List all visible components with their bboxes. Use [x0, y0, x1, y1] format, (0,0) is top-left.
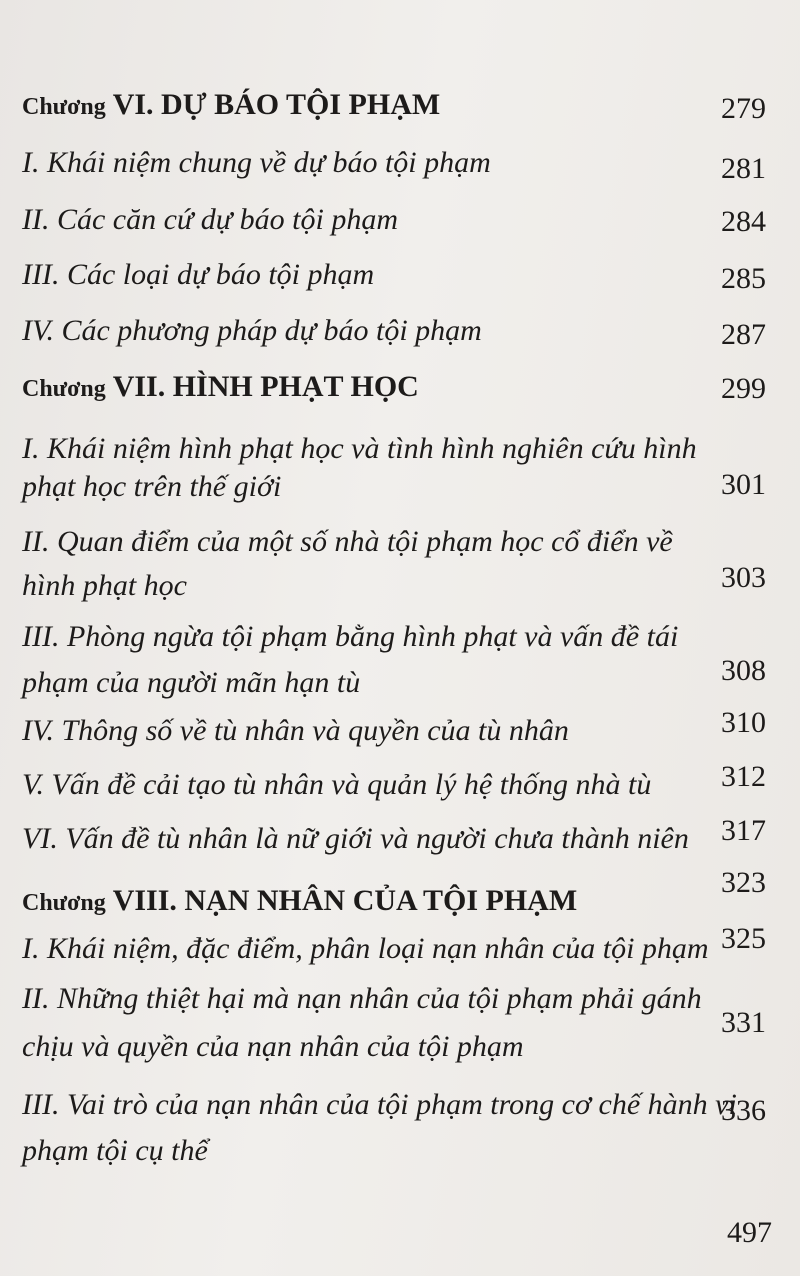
- chapter-title: VI. DỰ BÁO TỘI PHẠM: [112, 88, 441, 121]
- entry-page: 325: [721, 922, 766, 955]
- entry-label-line1: III. Phòng ngừa tội phạm bằng hình phạt và vấn đề tái: [22, 620, 679, 653]
- entry-label: III. Các loại dự báo tội phạm: [22, 258, 375, 291]
- chapter-prefix: Chương: [22, 890, 106, 916]
- entry-label: IV. Các phương pháp dự báo tội phạm: [22, 314, 482, 347]
- entry-page: 284: [721, 205, 766, 238]
- chapter-title: VII. HÌNH PHẠT HỌC: [112, 370, 419, 403]
- entry-page: 281: [721, 152, 766, 185]
- entry-page: 287: [721, 318, 766, 351]
- chapter-page: 299: [721, 372, 766, 405]
- entry-label-line2: phạm của người mãn hạn tù: [22, 666, 361, 699]
- entry-label: IV. Thông số về tù nhân và quyền của tù nhân: [22, 714, 569, 747]
- entry-label-line2: phạt học trên thế giới: [22, 470, 282, 503]
- entry-page: 285: [721, 262, 766, 295]
- entry-label-line2: chịu và quyền của nạn nhân của tội phạm: [22, 1030, 524, 1063]
- entry-label: I. Khái niệm chung về dự báo tội phạm: [22, 146, 491, 179]
- entry-label-line1: II. Những thiệt hại mà nạn nhân của tội phạm phải gánh: [22, 982, 702, 1015]
- entry-label-line1: I. Khái niệm hình phạt học và tình hình nghiên cứu hình: [22, 432, 697, 465]
- chapter-prefix: Chương: [22, 376, 106, 402]
- entry-page: 312: [721, 760, 766, 793]
- entry-label-line1: II. Quan điểm của một số nhà tội phạm học cổ điển về: [22, 525, 673, 558]
- entry-label: I. Khái niệm, đặc điểm, phân loại nạn nhân của tội phạm: [22, 932, 709, 965]
- entry-page: 301: [721, 468, 766, 501]
- entry-label: V. Vấn đề cải tạo tù nhân và quản lý hệ thống nhà tù: [22, 768, 652, 801]
- entry-page: 310: [721, 706, 766, 739]
- page-number: 497: [727, 1216, 772, 1249]
- entry-page: 331: [721, 1006, 766, 1039]
- entry-label-line2: hình phạt học: [22, 569, 187, 602]
- entry-page: 336: [721, 1094, 766, 1127]
- entry-label-line2: phạm tội cụ thể: [22, 1134, 208, 1167]
- chapter-prefix: Chương: [22, 94, 106, 120]
- entry-label: II. Các căn cứ dự báo tội phạm: [22, 203, 398, 236]
- entry-label-line1: III. Vai trò của nạn nhân của tội phạm trong cơ chế hành vi: [22, 1088, 737, 1121]
- entry-label: VI. Vấn đề tù nhân là nữ giới và người chưa thành niên: [22, 822, 689, 855]
- entry-page: 303: [721, 561, 766, 594]
- chapter-title: VIII. NẠN NHÂN CỦA TỘI PHẠM: [112, 884, 578, 917]
- entry-page: 308: [721, 654, 766, 687]
- entry-page: 317: [721, 814, 766, 847]
- chapter-page: 323: [721, 866, 766, 899]
- chapter-page: 279: [721, 92, 766, 125]
